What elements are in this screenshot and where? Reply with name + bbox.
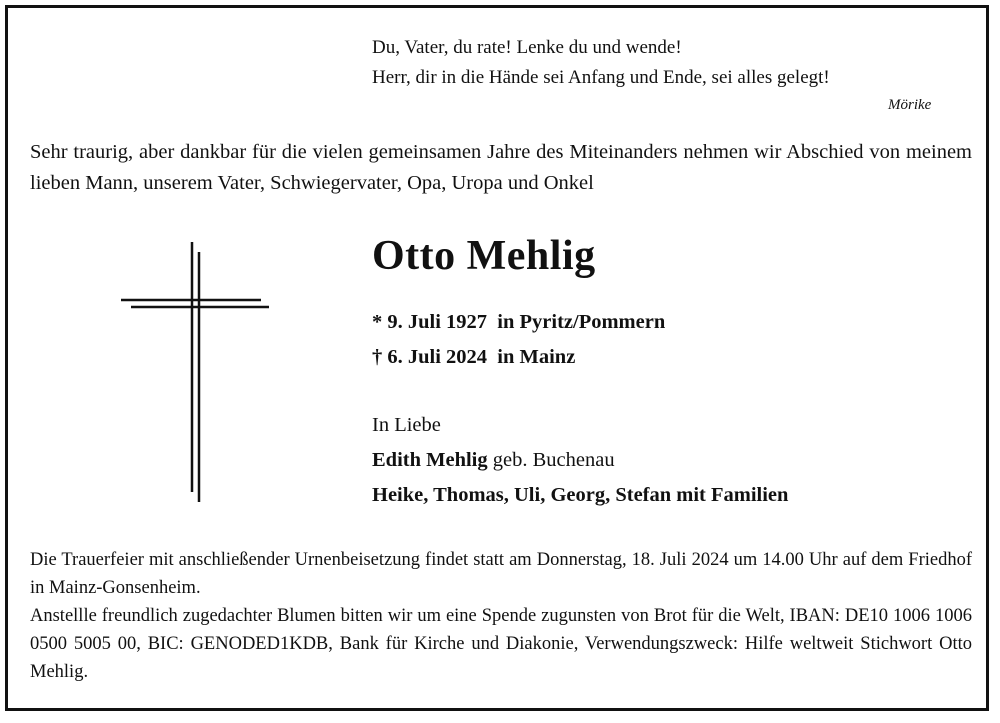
motto-line-1: Du, Vater, du rate! Lenke du und wende!: [372, 37, 682, 58]
ceremony-text: Die Trauerfeier mit anschließender Urnenbeisetzung findet statt am Donnerstag, 18. Juli 2024 um 14.00 Uhr auf dem Friedhof in Mainz-Gonsenheim.: [30, 550, 972, 598]
life-dates: [372, 305, 665, 375]
deceased-name: Otto Mehlig: [372, 233, 596, 279]
mourners-block: [372, 408, 788, 513]
birth-date: * 9. Juli 1927 in Pyritz/Pommern: [372, 311, 666, 333]
motto-verse: [372, 33, 830, 93]
family-line: Heike, Thomas, Uli, Georg, Stefan mit Familien: [372, 484, 789, 506]
death-date: † 6. Juli 2024 in Mainz: [372, 346, 576, 368]
cross-icon: [119, 240, 271, 502]
spouse-line: [372, 443, 788, 478]
donation-text: Anstellle freundlich zugedachter Blumen bitten wir um eine Spende zugunsten von Brot für die Welt, IBAN: DE10 1006 1006 0500 5005 00, BIC: GENODED1KDB, Bank für Kirche und Diakonie, Verwendungszweck: Hilfe weltweit Stichwort Otto Mehlig.: [30, 606, 972, 682]
spouse-name: Edith Mehlig: [372, 449, 488, 471]
intro-text: Sehr traurig, aber dankbar für die vielen gemeinsamen Jahre des Miteinanders nehmen wir Abschied von meinem lieben Mann, unserem Vater, Schwiegervater, Opa, Uropa und Onkel: [30, 141, 972, 194]
mourners-heading: In Liebe: [372, 414, 441, 436]
service-details: [30, 546, 972, 686]
motto-line-2: Herr, dir in die Hände sei Anfang und Ende, sei alles gelegt!: [372, 67, 830, 88]
spouse-maiden-name: geb. Buchenau: [487, 449, 615, 471]
motto-author: Mörike: [888, 97, 932, 113]
